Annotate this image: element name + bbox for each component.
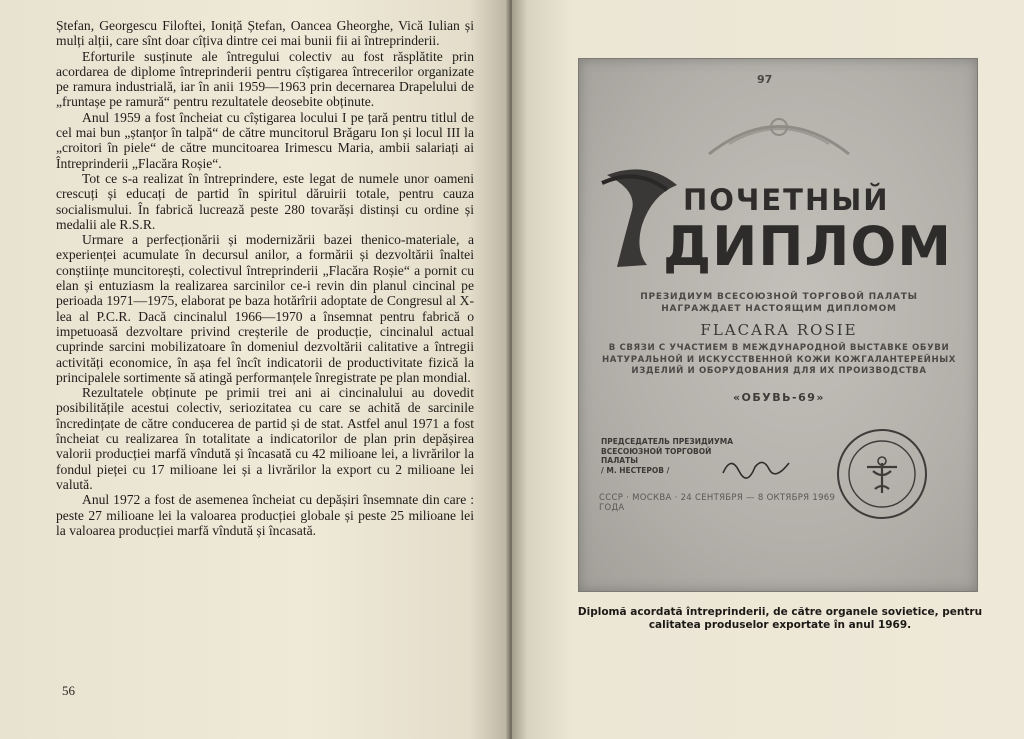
diploma-firm-name: FLACARA ROSIE (700, 321, 858, 339)
paragraph: Ștefan, Georgescu Filoftei, Ioniță Ștefan, Oancea Gheorghe, Vică Iulian și mulți alții, care sînt doar cîțiva dintre cei mai bunii fii ai întreprinderii. (56, 18, 474, 49)
chamber-seal-icon (835, 427, 929, 521)
paragraph: Rezultatele obținute pe primii trei ani ai cincinalului au dovedit posibilitățile acestui colectiv, seriozitatea cu care se achită de sarcinile încredințate de către conducerea de partid și de stat. Astfel anul 1971 a fost încheiat cu realizarea în totalitate a indicatorilor de plan prin depășirea valorii producției marfă vîndută și încasată cu 42 milioane lei, a livrărilor la fondul pieței cu 17 milioane lei și a livrărilor la export cu 2 milioane lei valută. (56, 385, 474, 492)
page-number: 56 (62, 683, 75, 698)
diploma-date: СССР · МОСКВА · 24 СЕНТЯБРЯ — 8 ОКТЯБРЯ 1969 ГОДА (599, 493, 836, 513)
caption-line1: Diplomă acordată întreprinderii, de către organele sovietice, pentru (577, 606, 983, 618)
body-text (56, 18, 474, 538)
diploma-description: В СВЯЗИ С УЧАСТИЕМ В МЕЖДУНАРОДНОЙ ВЫСТАВКЕ ОБУВИ НАТУРАЛЬНОЙ И ИСКУССТВЕННОЙ КОЖИ КОЖГАЛАНТЕРЕЙНЫХ ИЗДЕЛИЙ И ОБОРУДОВАНИЯ ДЛЯ ИХ ПРОИЗВОДСТВА (602, 343, 956, 376)
diploma-subtitle: ПРЕЗИДИУМ ВСЕСОЮЗНОЙ ТОРГОВОЙ ПАЛАТЫ НАГРАЖДАЕТ НАСТОЯЩИМ ДИПЛОМОМ (640, 292, 918, 314)
caption-line2: calitatea produselor exportate în anul 1969. (648, 619, 912, 631)
paragraph: Tot ce s-a realizat în întreprindere, este legat de numele unor oameni crescuți și educați de partid în spiritul dăruirii totale, pentru cauza socialismului. În fabrică lucrează peste 280 tovarăși distinși cu ordine și medalii ale R.S.R. (56, 170, 474, 232)
paragraph: Eforturile susținute ale întregului colectiv au fost răsplătite prin acordarea de diplome întreprinderii pentru cîștigarea întrecerilor organizate pe ramura industrială, iar în anii 1959—1963 prin decernarea Drapelului de „fruntașe pe ramură“ pentru rezultatele deosebite obținute. (56, 48, 474, 110)
diploma-number: 97 (757, 73, 773, 86)
paragraph: Anul 1972 a fost de asemenea încheiat cu depășiri însemnate din care : peste 27 milioane lei la valoarea producției globale și peste 25 milioane lei la valoarea producției marfă vîndută și încasată. (56, 492, 474, 538)
diploma-photo (578, 58, 978, 592)
diploma-title-line2: ДИПЛОМ (663, 215, 952, 278)
signer-title: ПРЕДСЕДАТЕЛЬ ПРЕЗИДИУМА ВСЕСОЮЗНОЙ ТОРГОВОЙ ПАЛАТЫ (601, 437, 733, 465)
paragraph: Anul 1959 a fost încheiat cu cîștigarea locului I pe țară pentru titlul de cel mai bun „ștanțor în talpă“ de către muncitorul Brăgaru Ion și locul III la „croitori în piele“ de către muncitoarea Irimescu Maria, ambii salariați ai Întreprinderii „Flacăra Roșie“. (56, 109, 474, 171)
wreath-ornament-icon (699, 99, 859, 169)
figure-caption (558, 606, 1002, 632)
diploma-exhibition: «ОБУВЬ-69» (732, 391, 826, 404)
signer-name: / М. НЕСТЕРОВ / (601, 465, 670, 475)
left-page (0, 0, 510, 739)
diploma-title-line1: ПОЧЕТНЫЙ (683, 183, 890, 217)
handwritten-signature-icon (719, 451, 799, 481)
paragraph: Urmare a perfecționării și modernizării bazei thenico-materiale, a experienței acumulate în decursul anilor, a formării și dezvoltării înaltei conștiințe muncitorești, colectivul întreprinderii „Flacăra Roșie“ a pornit cu elan și entuziasm la realizarea sarcinilor ce-i revin din planul cincinal pe perioada 1971—1975, elaborat pe baza hotărîrii adoptate de Congresul al X-lea al P.C.R. Dacă cincinalul 1966—1970 a însemnat pentru fabrică o impetuoasă dezvoltare privind creșterile de producție, cincinalul actual cuprinde sarcini mobilizatoare în domeniul dezvoltării calitative a întregii activități economice, în așa fel încît indicatorii de productivitate fizică la principalele sortimente să atingă performanțele înregistrate pe plan mondial. (56, 232, 474, 385)
